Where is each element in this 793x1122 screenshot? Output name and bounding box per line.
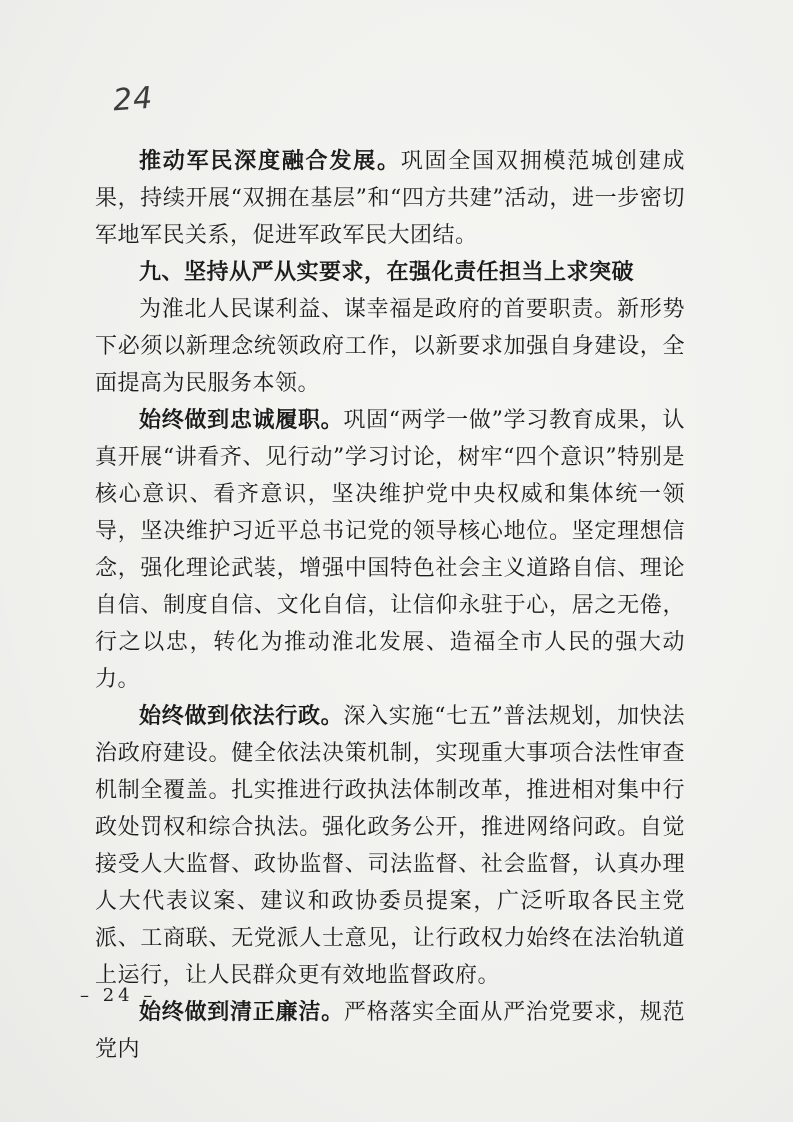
paragraph-text: 为淮北人民谋利益、谋幸福是政府的首要职责。新形势下必须以新理念统领政府工作，以新要求加强自身建设，全面提高为民服务本领。: [95, 297, 685, 396]
paragraph-rule-of-law: [95, 698, 685, 994]
paragraph-intro: [95, 291, 685, 402]
page-number: – 24 –: [80, 985, 157, 1006]
paragraph-text: 深入实施“七五”普法规划，加快法治政府建设。健全依法决策机制，实现重大事项合法性审查机制全覆盖。扎实推进行政执法体制改革，推进相对集中行政处罚权和综合执法。强化政务公开，推进网络问政。自觉接受人大监督、政协监督、司法监督、社会监督，认真办理人大代表议案、建议和政协委员提案，广泛听取各民主党派、工商联、无党派人士意见，让行政权力始终在法治轨道上运行，让人民群众更有效地监督政府。: [95, 704, 685, 988]
section-heading: 九、坚持从严从实要求，在强化责任担当上求突破: [139, 260, 635, 285]
paragraph-text: 严格落实全面从严治党要求，规范党内: [95, 1000, 685, 1062]
paragraph-loyalty: [95, 402, 685, 698]
paragraph-lead: 始终做到忠诚履职。: [139, 408, 344, 433]
paragraph-lead: 始终做到依法行政。: [139, 704, 344, 729]
paragraph-integrity: [95, 994, 685, 1068]
handwritten-page-mark: 24: [111, 80, 155, 119]
document-body: [95, 143, 685, 1068]
paragraph-text: 巩固“两学一做”学习教育成果，认真开展“讲看齐、见行动”学习讨论，树牢“四个意识”特别是核心意识、看齐意识，坚决维护党中央权威和集体统一领导，坚决维护习近平总书记党的领导核心地位。坚定理想信念，强化理论武装，增强中国特色社会主义道路自信、理论自信、制度自信、文化自信，让信仰永驻于心，居之无倦，行之以忠，转化为推动淮北发展、造福全市人民的强大动力。: [95, 408, 685, 692]
paragraph-text: 巩固全国双拥模范城创建成果，持续开展“双拥在基层”和“四方共建”活动，进一步密切军地军民关系，促进军政军民大团结。: [95, 149, 685, 248]
paragraph-lead: 推动军民深度融合发展。: [139, 149, 401, 174]
paragraph-lead: 始终做到清正廉洁。: [139, 1000, 344, 1025]
paragraph-military-civil: [95, 143, 685, 254]
